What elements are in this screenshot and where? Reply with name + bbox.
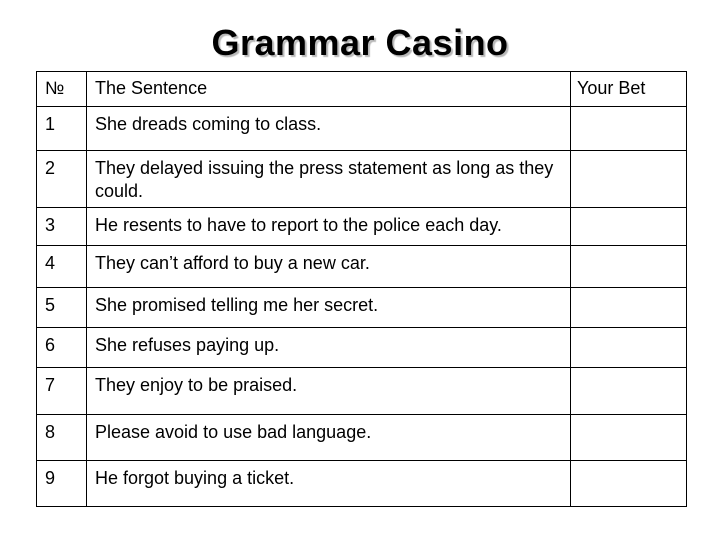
row-sentence: She refuses paying up. bbox=[87, 328, 571, 368]
row-sentence: They delayed issuing the press statement as long as they could. bbox=[87, 151, 571, 208]
bet-cell[interactable] bbox=[571, 368, 687, 415]
row-number: 3 bbox=[37, 208, 87, 246]
header-number: № bbox=[37, 72, 87, 107]
bet-cell[interactable] bbox=[571, 208, 687, 246]
row-number: 1 bbox=[37, 107, 87, 151]
table-header-row bbox=[37, 72, 687, 107]
table-row bbox=[37, 246, 687, 288]
bet-cell[interactable] bbox=[571, 461, 687, 507]
table-row bbox=[37, 208, 687, 246]
row-sentence: They can’t afford to buy a new car. bbox=[87, 246, 571, 288]
row-number: 8 bbox=[37, 415, 87, 461]
bet-cell[interactable] bbox=[571, 415, 687, 461]
row-number: 5 bbox=[37, 288, 87, 328]
row-number: 2 bbox=[37, 151, 87, 208]
row-sentence: He forgot buying a ticket. bbox=[87, 461, 571, 507]
row-number: 7 bbox=[37, 368, 87, 415]
row-number: 9 bbox=[37, 461, 87, 507]
page-title: Grammar Casino bbox=[211, 22, 509, 63]
table-row bbox=[37, 151, 687, 208]
table-row bbox=[37, 461, 687, 507]
table-row bbox=[37, 328, 687, 368]
table-row bbox=[37, 288, 687, 328]
row-sentence: She dreads coming to class. bbox=[87, 107, 571, 151]
bet-cell[interactable] bbox=[571, 107, 687, 151]
row-number: 6 bbox=[37, 328, 87, 368]
header-bet: Your Bet bbox=[571, 72, 687, 107]
row-number: 4 bbox=[37, 246, 87, 288]
row-sentence: She promised telling me her secret. bbox=[87, 288, 571, 328]
grammar-table bbox=[36, 71, 687, 507]
table-row bbox=[37, 107, 687, 151]
table-row bbox=[37, 368, 687, 415]
bet-cell[interactable] bbox=[571, 151, 687, 208]
header-sentence: The Sentence bbox=[87, 72, 571, 107]
bet-cell[interactable] bbox=[571, 288, 687, 328]
table-row bbox=[37, 415, 687, 461]
row-sentence: They enjoy to be praised. bbox=[87, 368, 571, 415]
bet-cell[interactable] bbox=[571, 328, 687, 368]
row-sentence: Please avoid to use bad language. bbox=[87, 415, 571, 461]
row-sentence: He resents to have to report to the police each day. bbox=[87, 208, 571, 246]
bet-cell[interactable] bbox=[571, 246, 687, 288]
